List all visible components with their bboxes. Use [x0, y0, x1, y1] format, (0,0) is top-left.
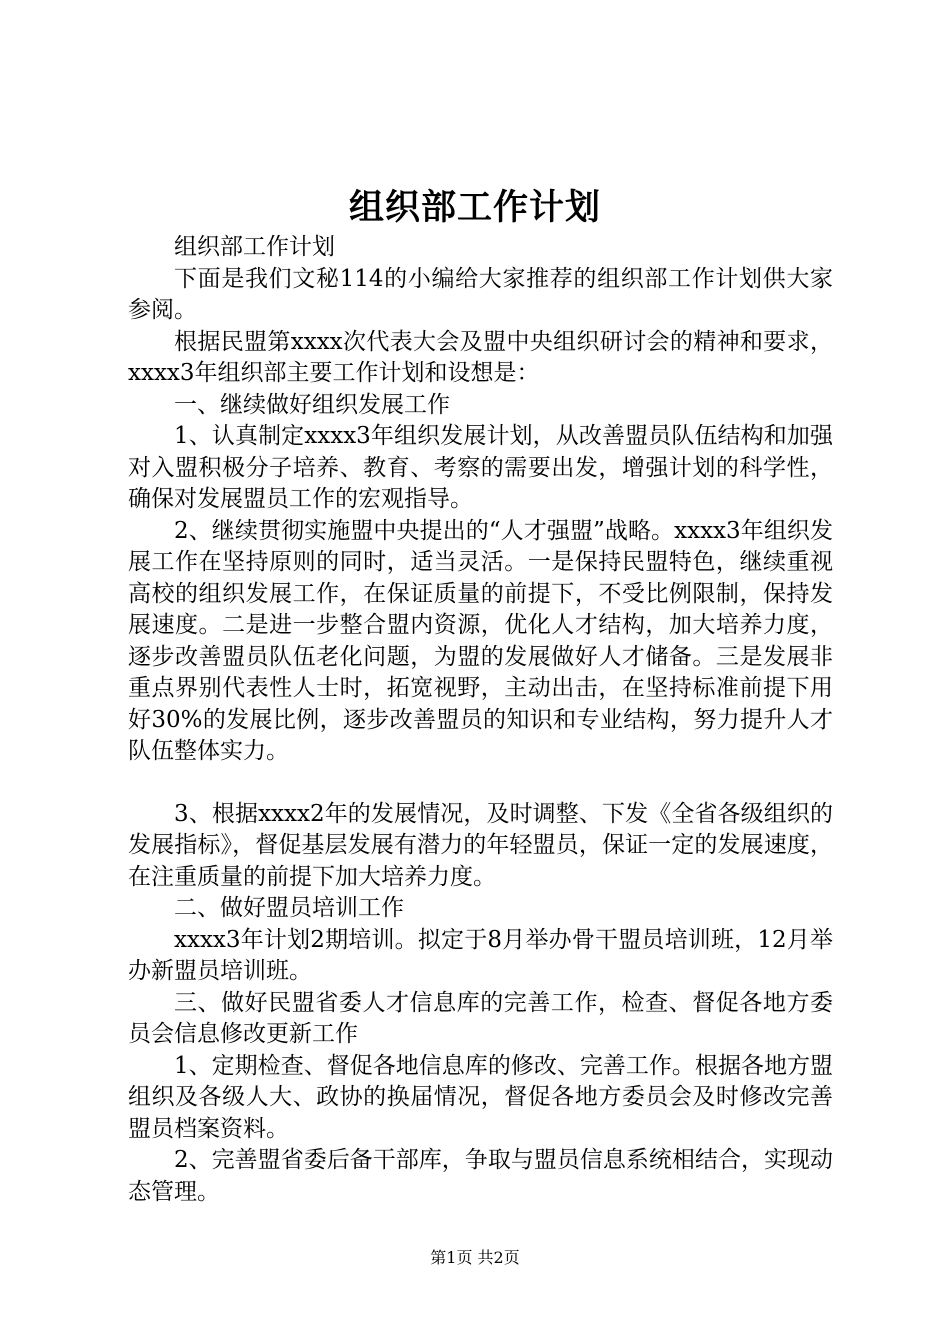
paragraph-item-1-3: 3、根据xxxx2年的发展情况，及时调整、下发《全省各级组织的发展指标》，督促基层发展有潜力的年轻盟员，保证一定的发展速度，在注重质量的前提下加大培养力度。 [128, 800, 833, 890]
paragraph-item-3-1: 1、定期检查、督促各地信息库的修改、完善工作。根据各地方盟组织及各级人大、政协的换届情况，督促各地方委员会及时修改完善盟员档案资料。 [128, 1052, 833, 1142]
paragraph-subtitle: 组织部工作计划 [174, 234, 335, 260]
paragraph-item-1-1: 1、认真制定xxxx3年组织发展计划，从改善盟员队伍结构和加强对入盟积极分子培养、教育、考察的需要出发，增强计划的科学性，确保对发展盟员工作的宏观指导。 [128, 423, 833, 512]
paragraph-item-3-2: 2、完善盟省委后备干部库，争取与盟员信息系统相结合，实现动态管理。 [128, 1147, 833, 1205]
paragraph-basis: 根据民盟第xxxx次代表大会及盟中央组织研讨会的精神和要求，xxxx3年组织部主要工作计划和设想是： [128, 328, 833, 386]
section-heading-3: 三、做好民盟省委人才信息库的完善工作，检查、督促各地方委员会信息修改更新工作 [128, 989, 833, 1047]
paragraph-item-1-2: 2、继续贯彻实施盟中央提出的“人才强盟”战略。xxxx3年组织发展工作在坚持原则的同时，适当灵活。一是保持民盟特色，继续重视高校的组织发展工作，在保证质量的前提下，不受比例限制，保持发展速度。二是进一步整合盟内资源，优化人才结构，加大培养力度，逐步改善盟员队伍老化问题，为盟的发展做好人才储备。三是发展非重点界别代表性人士时，拓宽视野，主动出击，在坚持标准前提下用好30%的发展比例，逐步改善盟员的知识和专业结构，努力提升人才队伍整体实力。 [128, 517, 833, 764]
paragraph-intro: 下面是我们文秘114的小编给大家推荐的组织部工作计划供大家参阅。 [128, 265, 833, 323]
document-body [128, 232, 833, 1208]
section-heading-2: 二、做好盟员培训工作 [174, 895, 404, 921]
paragraph-training: xxxx3年计划2期培训。拟定于8月举办骨干盟员培训班，12月举办新盟员培训班。 [128, 926, 833, 984]
section-heading-1: 一、继续做好组织发展工作 [174, 391, 450, 418]
page-footer: 第1页 共2页 [430, 1248, 520, 1267]
document-title: 组织部工作计划 [348, 187, 601, 228]
